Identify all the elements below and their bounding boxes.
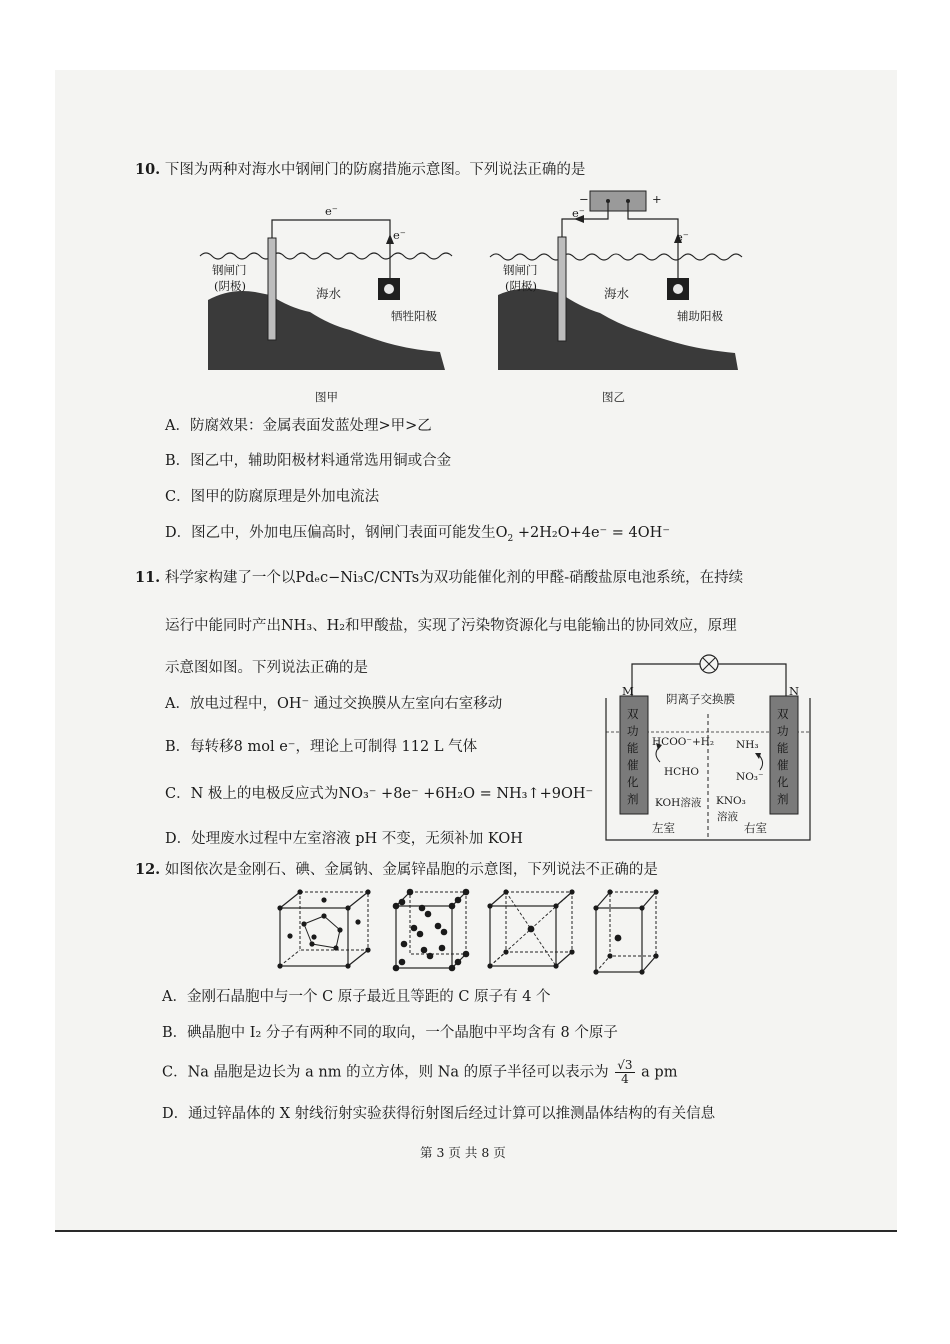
q10-option-c: C．图甲的防腐原理是外加电流法 <box>165 489 380 505</box>
steel-gate-yi <box>558 237 566 341</box>
page-footer: 第 3 页 共 8 页 <box>420 1145 506 1160</box>
electron-right-label-yi: e⁻ <box>676 230 689 244</box>
q10-option-b: B．图乙中，辅助阳极材料通常选用铜或合金 <box>165 453 452 469</box>
electrode-n-label: N <box>789 684 800 698</box>
caption-jia: 图甲 <box>315 390 338 404</box>
left-reactant-label: HCHO <box>664 766 699 778</box>
right-reactant-label: NO₃⁻ <box>736 771 764 783</box>
q12-option-c: C．Na 晶胞是边长为 a nm 的立方体，则 Na 的原子半径可以表示为 $\frac{√3}{4}$ a pm <box>162 1058 678 1086</box>
q12-option-d: D．通过锌晶体的 X 射线衍射实验获得衍射图后经过计算可以推测晶体结构的有关信息 <box>162 1106 716 1122</box>
plus-label: + <box>652 192 662 206</box>
q11-line1: 11. 科学家构建了一个以Pdₑc−Ni₃C/CNTs为双功能催化剂的甲醛-硝酸盐原电池系统，在持续 <box>135 569 744 586</box>
gate-label-yi: 钢闸门 <box>503 263 538 277</box>
q11-option-b: B．每转移8 mol e⁻，理论上可制得 112 L 气体 <box>165 739 478 755</box>
q11-option-d: D．处理废水过程中左室溶液 pH 不变，无须补加 KOH <box>165 831 523 847</box>
electron-label-jia: e⁻ <box>325 204 338 218</box>
electron-left-label-yi: e⁻ <box>572 206 585 220</box>
gate-cathode-label-jia: (阴极) <box>214 279 246 293</box>
q11-option-c: C．N 极上的电极反应式为NO₃⁻ +8e⁻ +6H₂O = NH₃↑+9OH⁻ <box>165 786 594 802</box>
anode-label-yi: 辅助阳极 <box>677 309 723 323</box>
gate-label-jia: 钢闸门 <box>212 263 247 277</box>
right-product-label: NH₃ <box>736 739 759 751</box>
seawater-label-yi: 海水 <box>604 286 630 301</box>
q10-option-a: A．防腐效果：金属表面发蓝处理>甲>乙 <box>165 418 432 434</box>
diamond-cell <box>276 888 372 970</box>
steel-gate-jia <box>268 238 276 340</box>
q12-option-a: A．金刚石晶胞中与一个 C 原子最近且等距的 C 原子有 4 个 <box>162 989 551 1005</box>
wire-yi-right <box>628 201 678 280</box>
minus-label: − <box>579 192 589 206</box>
left-catalyst-label: 双功能催化剂 <box>627 707 639 806</box>
q10-option-d: D．图乙中，外加电压偏高时，钢闸门表面可能发生$O_2 +2H_2O+4e^- = 4OH^-$ <box>165 525 670 544</box>
membrane-label: 阴离子交换膜 <box>666 692 735 706</box>
sqrt3-over-4-fraction: $\frac{√3}{4}$ <box>617 1058 633 1086</box>
right-solution-label-2: 溶液 <box>717 811 738 823</box>
left-product-label: HCOO⁻+H₂ <box>652 736 715 748</box>
wave-line-jia <box>200 253 452 259</box>
iodine-cell <box>392 888 470 972</box>
power-source <box>590 191 646 211</box>
electrode-m-label: M <box>622 684 634 698</box>
seawater-label-jia: 海水 <box>316 286 342 301</box>
gate-cathode-label-yi: (阴极) <box>505 279 537 293</box>
wave-line-yi <box>490 254 742 260</box>
right-solution-label: KNO₃ <box>716 795 746 807</box>
q11-line2: 运行中能同时产出NH₃、H₂和甲酸盐，实现了污染物资源化与电能输出的协同效应，原理 <box>165 618 737 634</box>
right-room-label: 右室 <box>744 821 767 835</box>
right-catalyst-label: 双功能催化剂 <box>777 707 789 806</box>
q11-line3: 示意图如图。下列说法正确的是 <box>165 660 368 676</box>
zinc-cell <box>592 888 662 976</box>
q12-option-b: B．碘晶胞中 I₂ 分子有两种不同的取向，一个晶胞中平均含有 8 个原子 <box>162 1025 618 1041</box>
anode-label-jia: 牺牲阳极 <box>391 309 437 323</box>
caption-yi: 图乙 <box>602 390 625 404</box>
left-room-label: 左室 <box>652 821 675 835</box>
q10-stem: 10. 下图为两种对海水中钢闸门的防腐措施示意图。下列说法正确的是 <box>135 161 586 178</box>
electron-label-jia-2: e⁻ <box>393 228 406 242</box>
sodium-cell <box>486 888 576 970</box>
q11-option-a: A．放电过程中，OH⁻ 通过交换膜从左室向右室移动 <box>165 696 503 712</box>
q12-stem: 12. 如图依次是金刚石、碘、金属钠、金属锌晶胞的示意图，下列说法不正确的是 <box>135 861 658 878</box>
left-solution-label: KOH溶液 <box>655 797 702 809</box>
seabed-jia <box>208 291 445 370</box>
